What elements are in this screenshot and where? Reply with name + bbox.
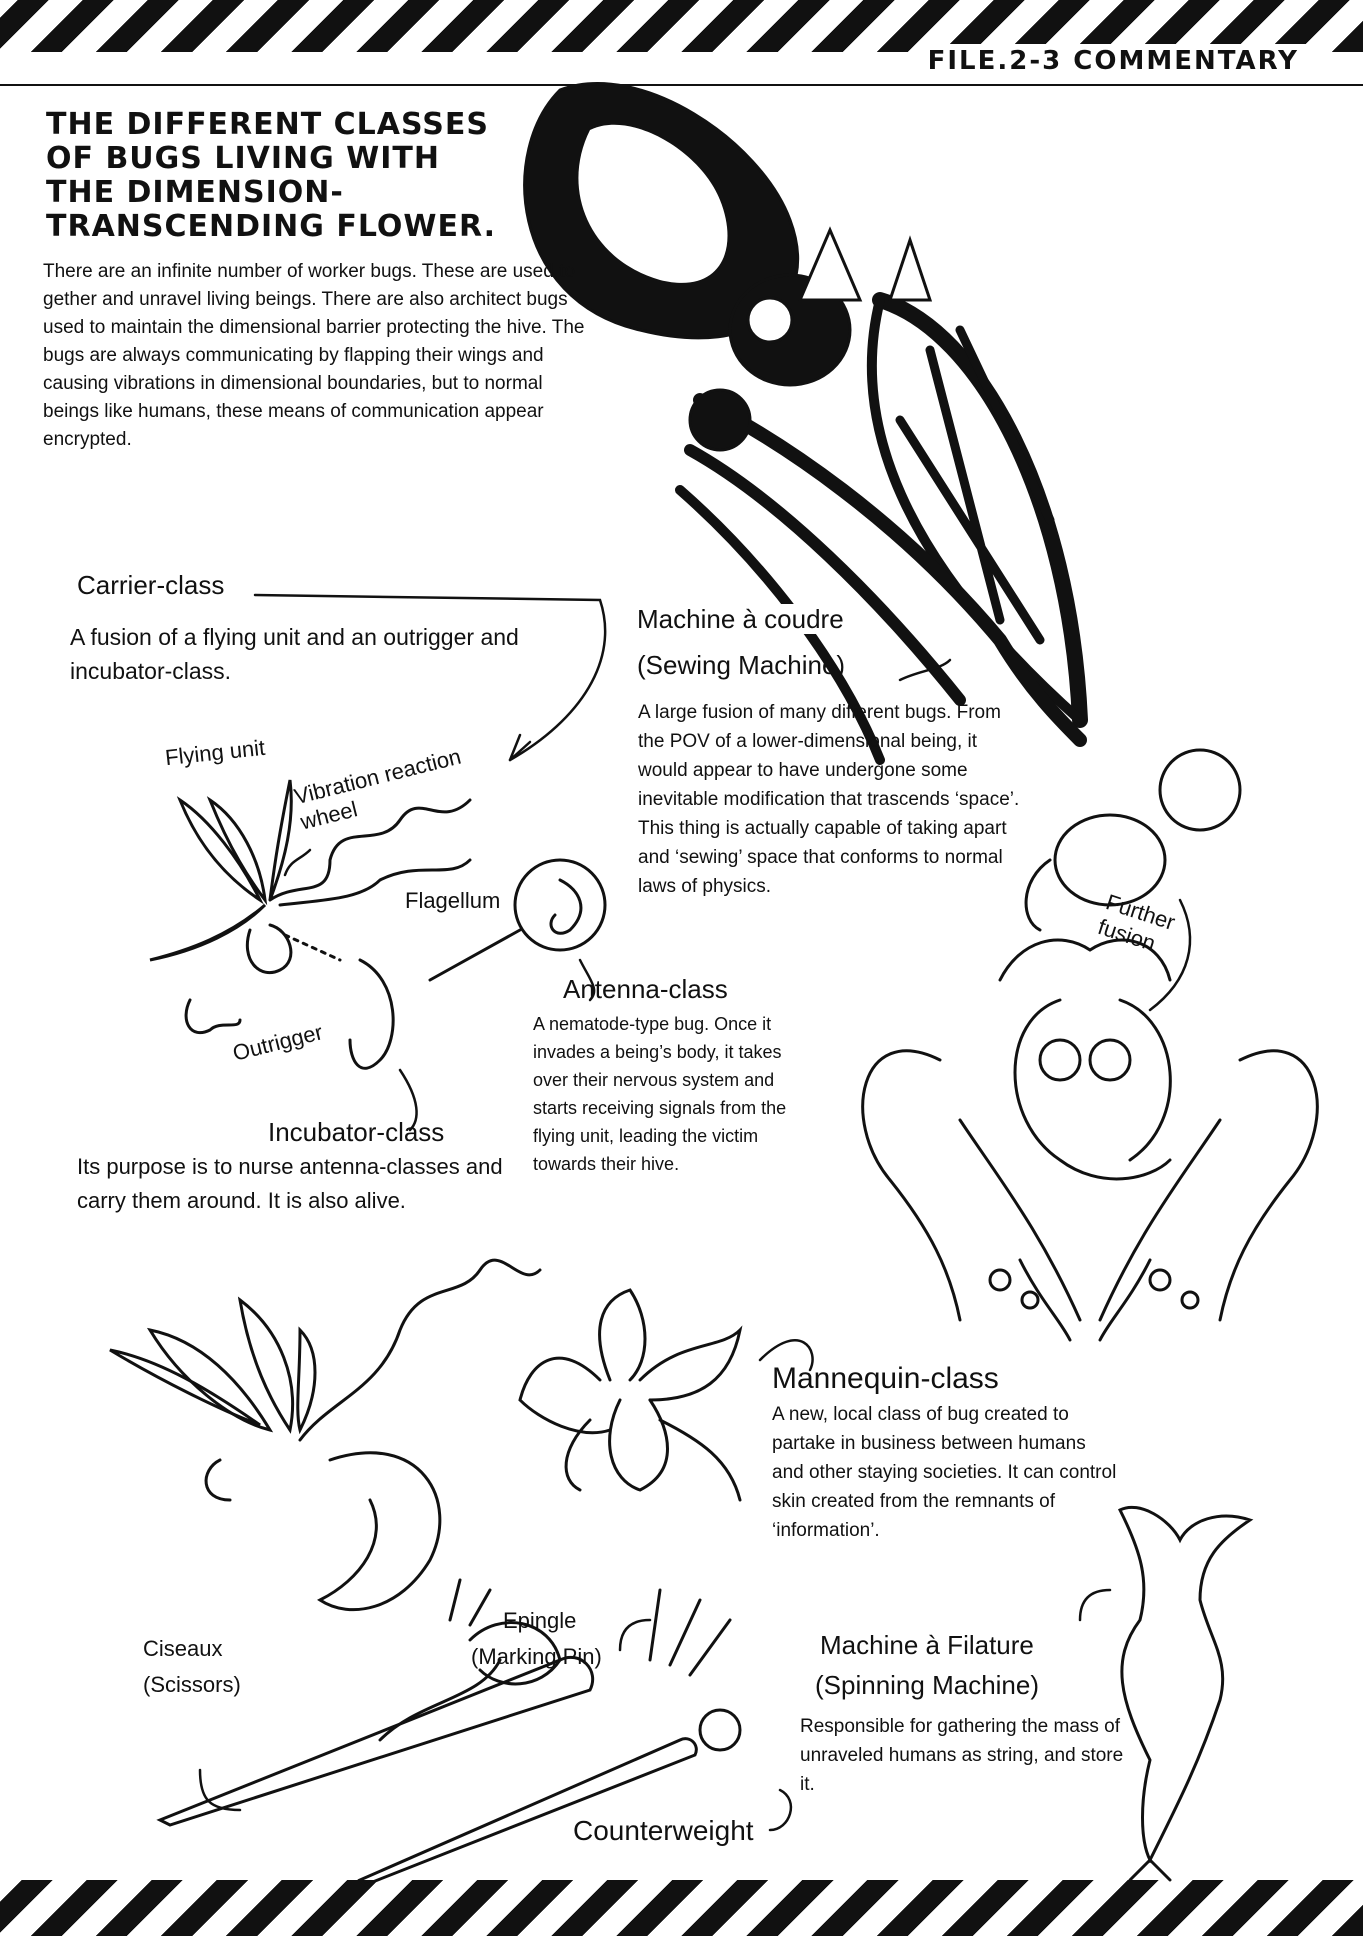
page-headline: THE DIFFERENT CLASSES OF BUGS LIVING WITH THE DIMENSION-TRANSCENDING FLOWER. <box>46 107 497 244</box>
spinning-machine-drawing <box>1120 1507 1250 1880</box>
mannequin-class-drawing <box>520 1290 740 1500</box>
lower-carrier-drawing <box>110 1260 540 1610</box>
pin-subtitle: (Marking Pin) <box>471 1644 602 1669</box>
carrier-class-desc: A fusion of a flying unit and an outrigger and incubator-class. <box>70 624 519 684</box>
mannequin-class-title: Mannequin-class <box>772 1362 999 1395</box>
counterweight-label: Counterweight <box>573 1815 754 1846</box>
spinning-machine-subtitle: (Spinning Machine) <box>815 1670 1040 1700</box>
antenna-class-desc: A nematode-type bug. Once it invades a being’s body, it takes over their nervous system and starts receiving signals from the flying unit, leading the victim towards their hive. <box>533 1014 787 1174</box>
antenna-class-title: Antenna-class <box>563 974 728 1004</box>
scissors-subtitle: (Scissors) <box>143 1672 241 1697</box>
further-fusion-label: Further fusion <box>1094 889 1179 956</box>
outrigger-label: Outrigger <box>230 1019 326 1066</box>
intro-text: There are an infinite number of worker bugs. These are used to gether and unravel living beings. There are also architect bugs used to maintain the dimensional barrier protecting the hive. The bugs are always communicating by flapping their wings and causing vibrations in dimensional boundaries, but to normal beings like humans, these means of communication appear encrypted. <box>43 261 585 450</box>
flying-unit-label: Flying unit <box>163 734 267 771</box>
sewing-machine-subtitle: (Sewing Machine) <box>637 650 846 680</box>
incubator-class-title: Incubator-class <box>268 1117 445 1147</box>
carrier-class-title: Carrier-class <box>77 570 225 600</box>
pin-title: Epingle <box>503 1608 577 1633</box>
spinning-machine-desc: Responsible for gathering the mass of unraveled humans as string, and store it. <box>800 1716 1124 1795</box>
vibration-wheel-label: Vibration reaction wheel <box>291 743 464 835</box>
spinning-machine-title: Machine à Filature <box>820 1630 1034 1660</box>
flagellum-label: Flagellum <box>405 888 501 913</box>
sewing-machine-title: Machine à coudre <box>637 604 844 634</box>
sewing-machine-desc: A large fusion of many different bugs. From the POV of a lower-dimensional being, it would appear to have undergone some inevitable modification that trascends ‘space’. This thing is actually capable of taking apart and ‘sewing’ space that conforms to normal laws of physics. <box>638 702 1020 897</box>
file-title: FILE.2-3 COMMENTARY <box>918 44 1309 78</box>
mannequin-hive-drawing <box>863 940 1318 1340</box>
mannequin-class-desc: A new, local class of bug created to partake in business between humans and other staying societies. It can control skin created from the remnants of ‘information’. <box>772 1404 1117 1541</box>
incubator-class-desc: Its purpose is to nurse antenna-classes and carry them around. It is also alive. <box>77 1154 503 1213</box>
scissors-title: Ciseaux <box>143 1636 223 1661</box>
